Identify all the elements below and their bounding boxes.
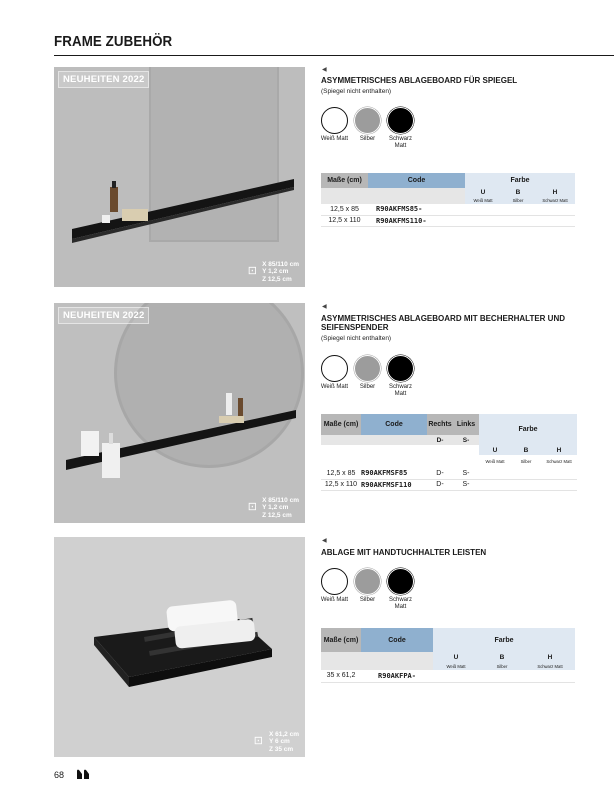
color-swatches	[320, 355, 415, 397]
color-name: Silber	[501, 197, 535, 204]
col-color: Farbe	[433, 628, 575, 652]
dimensions-icon: ⊡	[247, 265, 257, 277]
color-name: Silber	[520, 459, 532, 464]
color-name: Schwarz Matt	[525, 662, 575, 670]
white-swatch-icon	[321, 107, 348, 134]
dimensions-label	[262, 261, 299, 284]
right-cell: D-	[427, 479, 453, 490]
table-row	[321, 670, 575, 682]
size-cell: 12,5 x 110	[321, 215, 368, 226]
product-subtitle: (Spiegel nicht enthalten)	[321, 88, 392, 95]
product-table	[321, 173, 575, 227]
section-marker: ◀	[322, 538, 327, 544]
col-color: Farbe	[465, 173, 575, 188]
color-code: H	[535, 188, 575, 197]
dimension-x: X 85/110 cm	[262, 260, 299, 268]
left-code: S-	[453, 435, 479, 445]
swatch-black	[386, 568, 415, 610]
product-photo-shelf-holder	[54, 303, 305, 523]
silver-swatch-icon	[354, 568, 381, 595]
section-marker: ◀	[322, 67, 327, 73]
size-cell: 12,5 x 110	[321, 479, 361, 490]
section-marker: ◀	[322, 304, 327, 310]
color-swatches	[320, 107, 415, 149]
right-code: D-	[427, 435, 453, 445]
color-name: Weiß Matt	[433, 662, 479, 670]
shelf-holder-illustration	[54, 303, 305, 523]
product-photo-towel-shelf	[54, 537, 305, 757]
dimension-x: X 85/110 cm	[262, 496, 299, 504]
swatch-label: Silber	[359, 384, 376, 390]
code-cell: R90AKFMS110-	[368, 215, 465, 226]
col-right: Rechts	[427, 414, 453, 435]
silver-swatch-icon	[354, 355, 381, 382]
product-subtitle: (Spiegel nicht enthalten)	[321, 335, 392, 342]
new-badge: NEUHEITEN 2022	[58, 307, 149, 324]
dimensions-icon: ⊡	[247, 501, 257, 513]
col-color: Farbe	[479, 414, 577, 445]
new-badge: NEUHEITEN 2022	[58, 71, 149, 88]
shelf-mirror-illustration	[54, 67, 305, 287]
size-cell: 12,5 x 85	[321, 468, 361, 479]
col-code: Code	[361, 628, 433, 652]
col-size: Maße (cm)	[321, 414, 361, 435]
color-name: Weiß Matt	[465, 197, 501, 204]
page-number: 68	[54, 770, 65, 780]
black-swatch-icon	[387, 355, 414, 382]
white-swatch-icon	[321, 568, 348, 595]
color-name: Schwarz Matt	[546, 459, 572, 464]
swatch-white	[320, 107, 349, 149]
silver-swatch-icon	[354, 107, 381, 134]
color-code: B	[511, 445, 541, 455]
color-code: B	[479, 652, 525, 662]
right-cell: D-	[427, 468, 453, 479]
code-cell: R90AKFMS85-	[368, 204, 465, 215]
towel-shelf-illustration	[54, 537, 305, 757]
table-row	[321, 215, 575, 226]
swatch-label: Schwarz Matt	[388, 136, 412, 149]
dimension-y: Y 6 cm	[269, 738, 290, 745]
swatch-white	[320, 355, 349, 397]
color-code: B	[501, 188, 535, 197]
product-photo-shelf-mirror	[54, 67, 305, 287]
size-cell: 35 x 61,2	[321, 670, 361, 682]
swatch-black	[386, 107, 415, 149]
col-code: Code	[361, 414, 427, 435]
table-row	[321, 468, 577, 479]
dimensions-icon: ⊡	[253, 735, 263, 747]
col-left: Links	[453, 414, 479, 435]
brand-logo-icon	[76, 769, 90, 779]
col-size: Maße (cm)	[321, 628, 361, 652]
white-swatch-icon	[321, 355, 348, 382]
swatch-label: Weiß Matt	[320, 597, 349, 603]
swatch-silver	[353, 107, 382, 149]
color-name: Silber	[479, 662, 525, 670]
color-code: H	[525, 652, 575, 662]
code-cell: R90AKFPA-	[361, 670, 433, 682]
swatch-silver	[353, 568, 382, 610]
dimension-z: Z 12,5 cm	[262, 275, 292, 283]
color-name: Weiß Matt	[485, 459, 505, 464]
swatch-label: Silber	[359, 597, 376, 603]
product-table	[321, 628, 575, 683]
swatch-label: Silber	[359, 136, 376, 142]
code-cell: R90AKFMSF110	[361, 479, 427, 490]
color-code: H	[541, 445, 577, 455]
page-title: FRAME ZUBEHÖR	[54, 34, 173, 50]
product-title: ASYMMETRISCHES ABLAGEBOARD FÜR SPIEGEL	[321, 76, 518, 85]
product-table	[321, 414, 577, 491]
color-code: U	[479, 445, 511, 455]
title-rule	[54, 55, 614, 56]
black-swatch-icon	[387, 107, 414, 134]
table-row	[321, 479, 577, 490]
color-code: U	[433, 652, 479, 662]
swatch-label: Schwarz Matt	[388, 384, 412, 397]
dimension-z: Z 12,5 cm	[262, 511, 292, 519]
color-name: Schwarz Matt	[535, 197, 575, 204]
dimension-y: Y 1,2 cm	[262, 504, 289, 511]
swatch-white	[320, 568, 349, 610]
size-cell: 12,5 x 85	[321, 204, 368, 215]
product-title: ABLAGE MIT HANDTUCHHALTER LEISTEN	[321, 548, 487, 557]
left-cell: S-	[453, 468, 479, 479]
left-cell: S-	[453, 479, 479, 490]
swatch-label: Weiß Matt	[320, 384, 349, 390]
swatch-black	[386, 355, 415, 397]
swatch-silver	[353, 355, 382, 397]
dimension-z: Z 35 cm	[269, 745, 294, 753]
code-cell: R90AKFMSF85	[361, 468, 427, 479]
dimension-x: X 61,2 cm	[269, 730, 299, 738]
swatch-label: Weiß Matt	[320, 136, 349, 142]
color-swatches	[320, 568, 415, 610]
dimensions-label	[269, 731, 299, 754]
col-size: Maße (cm)	[321, 173, 368, 188]
table-row	[321, 204, 575, 215]
dimensions-label	[262, 497, 299, 520]
color-code: U	[465, 188, 501, 197]
col-code: Code	[368, 173, 465, 188]
swatch-label: Schwarz Matt	[388, 597, 412, 610]
dimension-y: Y 1,2 cm	[262, 268, 289, 275]
black-swatch-icon	[387, 568, 414, 595]
product-title: ASYMMETRISCHES ABLAGEBOARD MIT BECHERHALTER UND SEIFENSPENDER	[321, 314, 565, 332]
